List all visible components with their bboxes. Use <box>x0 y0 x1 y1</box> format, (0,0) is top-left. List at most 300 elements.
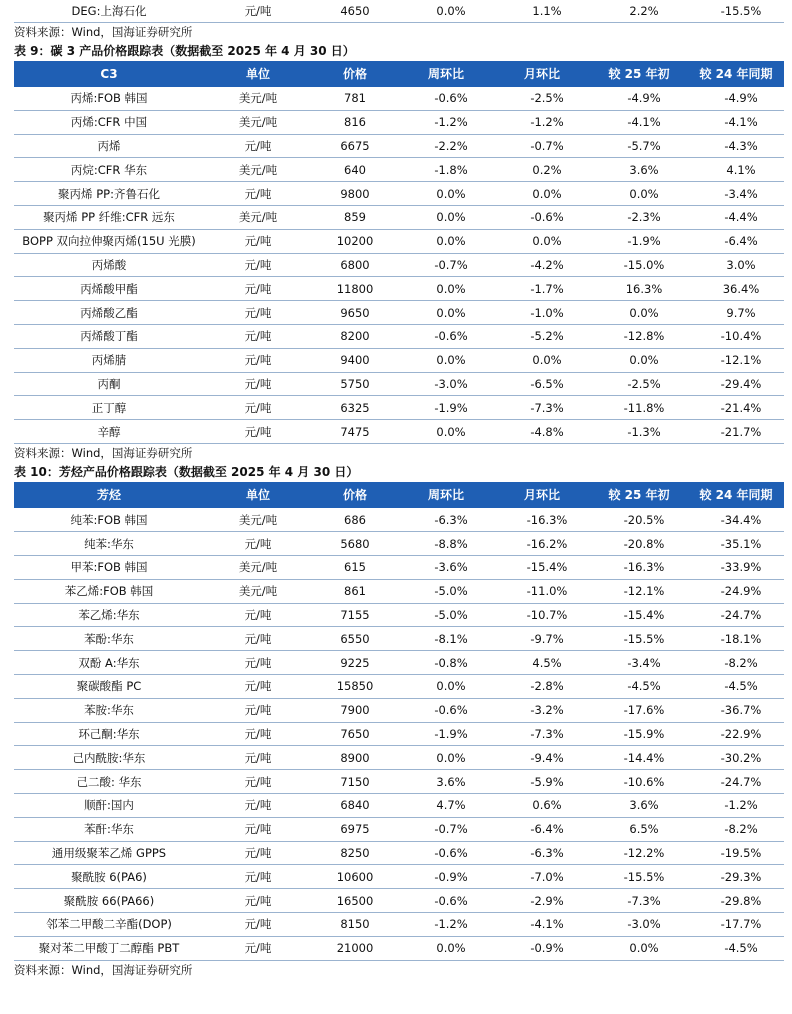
wow-change-cell: 0.0% <box>398 675 494 699</box>
yoy-change-cell: -33.9% <box>688 556 784 580</box>
yoy-change-cell: -19.5% <box>688 841 784 865</box>
wow-change-cell: -3.0% <box>398 372 494 396</box>
table-row <box>14 936 784 960</box>
wow-change-cell: 0.0% <box>398 0 494 22</box>
price-cell: 21000 <box>312 936 398 960</box>
unit-cell: 元/吨 <box>204 301 312 325</box>
wow-change-cell: -0.8% <box>398 651 494 675</box>
ytd-change-cell: -14.4% <box>590 746 688 770</box>
wow-change-cell: -8.1% <box>398 627 494 651</box>
unit-cell: 元/吨 <box>204 420 312 444</box>
price-cell: 10600 <box>312 865 398 889</box>
yoy-change-cell: -29.8% <box>688 889 784 913</box>
unit-cell: 元/吨 <box>204 936 312 960</box>
mom-change-cell: -10.7% <box>494 603 590 627</box>
mom-change-cell: -5.2% <box>494 324 590 348</box>
price-cell: 5750 <box>312 372 398 396</box>
column-header: 较 24 年同期 <box>688 61 784 87</box>
product-name-cell: 聚酰胺 6(PA6) <box>14 865 204 889</box>
table-row <box>14 134 784 158</box>
unit-cell: 元/吨 <box>204 182 312 206</box>
unit-cell: 元/吨 <box>204 722 312 746</box>
unit-cell: 元/吨 <box>204 675 312 699</box>
price-cell: 7650 <box>312 722 398 746</box>
product-name-cell: 环己酮:华东 <box>14 722 204 746</box>
mom-change-cell: -1.7% <box>494 277 590 301</box>
product-name-cell: 苯胺:华东 <box>14 698 204 722</box>
table-9-title: 表 9：碳 3 产品价格跟踪表（数据截至 2025 年 4 月 30 日） <box>14 43 355 58</box>
source-note: 资料来源：Wind，国海证券研究所 <box>14 24 193 39</box>
price-cell: 7155 <box>312 603 398 627</box>
price-cell: 9650 <box>312 301 398 325</box>
price-cell: 10200 <box>312 229 398 253</box>
product-name-cell: 甲苯:FOB 韩国 <box>14 556 204 580</box>
product-name-cell: 苯酐:华东 <box>14 817 204 841</box>
wow-change-cell: -0.6% <box>398 889 494 913</box>
wow-change-cell: 0.0% <box>398 301 494 325</box>
product-name-cell: 聚酰胺 66(PA66) <box>14 889 204 913</box>
product-name-cell: 聚丙烯 PP 纤维:CFR 远东 <box>14 205 204 229</box>
ytd-change-cell: -10.6% <box>590 770 688 794</box>
table-row <box>14 158 784 182</box>
yoy-change-cell: -29.3% <box>688 865 784 889</box>
table-row <box>14 396 784 420</box>
product-name-cell: 丙烯酸乙酯 <box>14 301 204 325</box>
table-header-row <box>14 61 784 87</box>
price-cell: 6550 <box>312 627 398 651</box>
wow-change-cell: -3.6% <box>398 556 494 580</box>
column-header: 价格 <box>312 482 398 508</box>
wow-change-cell: 3.6% <box>398 770 494 794</box>
table-row <box>14 372 784 396</box>
wow-change-cell: -0.6% <box>398 841 494 865</box>
table-row <box>14 110 784 134</box>
yoy-change-cell: -21.4% <box>688 396 784 420</box>
price-cell: 6840 <box>312 794 398 818</box>
table-row <box>14 794 784 818</box>
mom-change-cell: 0.2% <box>494 158 590 182</box>
mom-change-cell: 0.6% <box>494 794 590 818</box>
unit-cell: 元/吨 <box>204 324 312 348</box>
mom-change-cell: -15.4% <box>494 556 590 580</box>
ytd-change-cell: -20.8% <box>590 532 688 556</box>
column-header: 月环比 <box>494 61 590 87</box>
table-10-title: 表 10：芳烃产品价格跟踪表（数据截至 2025 年 4 月 30 日） <box>14 464 359 479</box>
table-row <box>14 722 784 746</box>
yoy-change-cell: -3.4% <box>688 182 784 206</box>
price-cell: 7475 <box>312 420 398 444</box>
product-name-cell: 己二酸: 华东 <box>14 770 204 794</box>
ytd-change-cell: 2.2% <box>590 0 688 22</box>
unit-cell: 元/吨 <box>204 794 312 818</box>
column-header: 芳烃 <box>14 482 204 508</box>
unit-cell: 元/吨 <box>204 277 312 301</box>
ytd-change-cell: -7.3% <box>590 889 688 913</box>
table-row <box>14 651 784 675</box>
table-header-row <box>14 482 784 508</box>
mom-change-cell: -1.0% <box>494 301 590 325</box>
yoy-change-cell: -1.2% <box>688 794 784 818</box>
mom-change-cell: 0.0% <box>494 348 590 372</box>
mom-change-cell: -0.6% <box>494 205 590 229</box>
yoy-change-cell: -8.2% <box>688 817 784 841</box>
product-name-cell: 丙烯:CFR 中国 <box>14 110 204 134</box>
unit-cell: 元/吨 <box>204 770 312 794</box>
table-row <box>14 913 784 937</box>
product-name-cell: 聚碳酸酯 PC <box>14 675 204 699</box>
column-header: 较 25 年初 <box>590 482 688 508</box>
ytd-change-cell: -1.9% <box>590 229 688 253</box>
mom-change-cell: -16.3% <box>494 508 590 532</box>
unit-cell: 元/吨 <box>204 627 312 651</box>
yoy-change-cell: -36.7% <box>688 698 784 722</box>
yoy-change-cell: -4.3% <box>688 134 784 158</box>
source-note: 资料来源：Wind，国海证券研究所 <box>14 962 193 977</box>
column-header: 单位 <box>204 61 312 87</box>
price-cell: 8200 <box>312 324 398 348</box>
table-row <box>14 87 784 111</box>
product-name-cell: 己内酰胺:华东 <box>14 746 204 770</box>
mom-change-cell: -7.0% <box>494 865 590 889</box>
wow-change-cell: -0.7% <box>398 253 494 277</box>
price-cell: 9400 <box>312 348 398 372</box>
ytd-change-cell: 0.0% <box>590 936 688 960</box>
price-cell: 11800 <box>312 277 398 301</box>
price-cell: 4650 <box>312 0 398 22</box>
unit-cell: 美元/吨 <box>204 87 312 111</box>
product-name-cell: 双酚 A:华东 <box>14 651 204 675</box>
unit-cell: 元/吨 <box>204 253 312 277</box>
yoy-change-cell: -24.9% <box>688 579 784 603</box>
table-row <box>14 603 784 627</box>
yoy-change-cell: -4.4% <box>688 205 784 229</box>
table-row <box>14 205 784 229</box>
ytd-change-cell: -3.4% <box>590 651 688 675</box>
table-row <box>14 182 784 206</box>
unit-cell: 美元/吨 <box>204 579 312 603</box>
table-row <box>14 0 784 22</box>
product-name-cell: 苯乙烯:华东 <box>14 603 204 627</box>
unit-cell: 元/吨 <box>204 746 312 770</box>
mom-change-cell: -6.5% <box>494 372 590 396</box>
wow-change-cell: -1.9% <box>398 722 494 746</box>
wow-change-cell: -1.2% <box>398 913 494 937</box>
ytd-change-cell: 3.6% <box>590 794 688 818</box>
mom-change-cell: -3.2% <box>494 698 590 722</box>
mom-change-cell: -9.4% <box>494 746 590 770</box>
wow-change-cell: -8.8% <box>398 532 494 556</box>
price-cell: 8150 <box>312 913 398 937</box>
unit-cell: 美元/吨 <box>204 205 312 229</box>
mom-change-cell: 4.5% <box>494 651 590 675</box>
yoy-change-cell: -6.4% <box>688 229 784 253</box>
ytd-change-cell: -12.2% <box>590 841 688 865</box>
column-header: 单位 <box>204 482 312 508</box>
yoy-change-cell: -17.7% <box>688 913 784 937</box>
product-name-cell: 顺酐:国内 <box>14 794 204 818</box>
price-cell: 640 <box>312 158 398 182</box>
price-cell: 781 <box>312 87 398 111</box>
unit-cell: 元/吨 <box>204 134 312 158</box>
ytd-change-cell: 0.0% <box>590 348 688 372</box>
ytd-change-cell: -2.5% <box>590 372 688 396</box>
ytd-change-cell: -12.8% <box>590 324 688 348</box>
table-row <box>14 627 784 651</box>
product-name-cell: 纯苯:华东 <box>14 532 204 556</box>
ytd-change-cell: -16.3% <box>590 556 688 580</box>
unit-cell: 元/吨 <box>204 372 312 396</box>
ytd-change-cell: 16.3% <box>590 277 688 301</box>
product-name-cell: 纯苯:FOB 韩国 <box>14 508 204 532</box>
ytd-change-cell: -1.3% <box>590 420 688 444</box>
price-cell: 6800 <box>312 253 398 277</box>
table-row <box>14 556 784 580</box>
ytd-change-cell: 3.6% <box>590 158 688 182</box>
product-name-cell: 丙烯:FOB 韩国 <box>14 87 204 111</box>
ytd-change-cell: -15.5% <box>590 865 688 889</box>
table-row <box>14 889 784 913</box>
price-cell: 7150 <box>312 770 398 794</box>
wow-change-cell: 4.7% <box>398 794 494 818</box>
table-row <box>14 770 784 794</box>
table-row <box>14 277 784 301</box>
yoy-change-cell: -24.7% <box>688 603 784 627</box>
price-cell: 15850 <box>312 675 398 699</box>
table-10 <box>14 482 784 961</box>
product-name-cell: 丙烯 <box>14 134 204 158</box>
mom-change-cell: -6.3% <box>494 841 590 865</box>
ytd-change-cell: -5.7% <box>590 134 688 158</box>
wow-change-cell: -2.2% <box>398 134 494 158</box>
wow-change-cell: 0.0% <box>398 348 494 372</box>
ytd-change-cell: -15.5% <box>590 627 688 651</box>
mom-change-cell: -2.9% <box>494 889 590 913</box>
unit-cell: 元/吨 <box>204 698 312 722</box>
ytd-change-cell: -2.3% <box>590 205 688 229</box>
yoy-change-cell: -4.1% <box>688 110 784 134</box>
mom-change-cell: -4.8% <box>494 420 590 444</box>
column-header: 月环比 <box>494 482 590 508</box>
yoy-change-cell: -29.4% <box>688 372 784 396</box>
table-row <box>14 324 784 348</box>
column-header: 周环比 <box>398 482 494 508</box>
product-name-cell: 丙烷:CFR 华东 <box>14 158 204 182</box>
wow-change-cell: 0.0% <box>398 229 494 253</box>
mom-change-cell: -5.9% <box>494 770 590 794</box>
ytd-change-cell: -15.9% <box>590 722 688 746</box>
wow-change-cell: -1.8% <box>398 158 494 182</box>
table-row <box>14 579 784 603</box>
yoy-change-cell: -15.5% <box>688 0 784 22</box>
wow-change-cell: 0.0% <box>398 746 494 770</box>
yoy-change-cell: -22.9% <box>688 722 784 746</box>
mom-change-cell: -16.2% <box>494 532 590 556</box>
yoy-change-cell: -4.5% <box>688 675 784 699</box>
yoy-change-cell: -18.1% <box>688 627 784 651</box>
price-cell: 861 <box>312 579 398 603</box>
yoy-change-cell: 9.7% <box>688 301 784 325</box>
prior-table-tail <box>14 0 784 23</box>
mom-change-cell: -0.7% <box>494 134 590 158</box>
mom-change-cell: 1.1% <box>494 0 590 22</box>
table-row <box>14 817 784 841</box>
table-row <box>14 675 784 699</box>
wow-change-cell: -0.9% <box>398 865 494 889</box>
wow-change-cell: -6.3% <box>398 508 494 532</box>
table-row <box>14 301 784 325</box>
unit-cell: 元/吨 <box>204 841 312 865</box>
wow-change-cell: -0.6% <box>398 324 494 348</box>
table-row <box>14 841 784 865</box>
mom-change-cell: -4.2% <box>494 253 590 277</box>
wow-change-cell: -0.6% <box>398 698 494 722</box>
column-header: 价格 <box>312 61 398 87</box>
yoy-change-cell: -34.4% <box>688 508 784 532</box>
product-name-cell: 正丁醇 <box>14 396 204 420</box>
wow-change-cell: -5.0% <box>398 579 494 603</box>
unit-cell: 美元/吨 <box>204 158 312 182</box>
mom-change-cell: -7.3% <box>494 722 590 746</box>
ytd-change-cell: -17.6% <box>590 698 688 722</box>
mom-change-cell: -2.5% <box>494 87 590 111</box>
yoy-change-cell: -4.9% <box>688 87 784 111</box>
unit-cell: 元/吨 <box>204 603 312 627</box>
yoy-change-cell: 4.1% <box>688 158 784 182</box>
price-cell: 16500 <box>312 889 398 913</box>
yoy-change-cell: -24.7% <box>688 770 784 794</box>
mom-change-cell: -6.4% <box>494 817 590 841</box>
price-cell: 615 <box>312 556 398 580</box>
product-name-cell: 丙酮 <box>14 372 204 396</box>
product-name-cell: 丙烯腈 <box>14 348 204 372</box>
table-9 <box>14 61 784 444</box>
product-name-cell: 邻苯二甲酸二辛酯(DOP) <box>14 913 204 937</box>
mom-change-cell: 0.0% <box>494 182 590 206</box>
unit-cell: 元/吨 <box>204 865 312 889</box>
table-row <box>14 253 784 277</box>
product-name-cell: 聚对苯二甲酸丁二醇酯 PBT <box>14 936 204 960</box>
ytd-change-cell: -4.1% <box>590 110 688 134</box>
wow-change-cell: 0.0% <box>398 277 494 301</box>
unit-cell: 元/吨 <box>204 229 312 253</box>
yoy-change-cell: -10.4% <box>688 324 784 348</box>
unit-cell: 美元/吨 <box>204 508 312 532</box>
unit-cell: 元/吨 <box>204 532 312 556</box>
product-name-cell: DEG:上海石化 <box>14 0 204 22</box>
yoy-change-cell: -8.2% <box>688 651 784 675</box>
unit-cell: 元/吨 <box>204 348 312 372</box>
product-name-cell: 通用级聚苯乙烯 GPPS <box>14 841 204 865</box>
ytd-change-cell: -15.0% <box>590 253 688 277</box>
ytd-change-cell: -15.4% <box>590 603 688 627</box>
mom-change-cell: -2.8% <box>494 675 590 699</box>
price-cell: 6675 <box>312 134 398 158</box>
table-row <box>14 348 784 372</box>
table-row <box>14 420 784 444</box>
mom-change-cell: 0.0% <box>494 229 590 253</box>
unit-cell: 美元/吨 <box>204 556 312 580</box>
wow-change-cell: -1.2% <box>398 110 494 134</box>
price-cell: 6325 <box>312 396 398 420</box>
yoy-change-cell: -35.1% <box>688 532 784 556</box>
price-cell: 7900 <box>312 698 398 722</box>
price-cell: 859 <box>312 205 398 229</box>
wow-change-cell: -1.9% <box>398 396 494 420</box>
mom-change-cell: -4.1% <box>494 913 590 937</box>
yoy-change-cell: -30.2% <box>688 746 784 770</box>
yoy-change-cell: -21.7% <box>688 420 784 444</box>
unit-cell: 元/吨 <box>204 889 312 913</box>
yoy-change-cell: 3.0% <box>688 253 784 277</box>
wow-change-cell: 0.0% <box>398 936 494 960</box>
wow-change-cell: 0.0% <box>398 182 494 206</box>
price-cell: 9225 <box>312 651 398 675</box>
product-name-cell: 丙烯酸甲酯 <box>14 277 204 301</box>
wow-change-cell: -0.7% <box>398 817 494 841</box>
mom-change-cell: -0.9% <box>494 936 590 960</box>
column-header: 较 24 年同期 <box>688 482 784 508</box>
product-name-cell: 辛醇 <box>14 420 204 444</box>
mom-change-cell: -7.3% <box>494 396 590 420</box>
table-row <box>14 698 784 722</box>
table-row <box>14 746 784 770</box>
wow-change-cell: -5.0% <box>398 603 494 627</box>
wow-change-cell: -0.6% <box>398 87 494 111</box>
table-row <box>14 532 784 556</box>
wow-change-cell: 0.0% <box>398 420 494 444</box>
unit-cell: 元/吨 <box>204 396 312 420</box>
ytd-change-cell: -20.5% <box>590 508 688 532</box>
source-note: 资料来源：Wind，国海证券研究所 <box>14 445 193 460</box>
price-cell: 8250 <box>312 841 398 865</box>
ytd-change-cell: -4.5% <box>590 675 688 699</box>
price-cell: 6975 <box>312 817 398 841</box>
unit-cell: 美元/吨 <box>204 110 312 134</box>
ytd-change-cell: 0.0% <box>590 182 688 206</box>
ytd-change-cell: 6.5% <box>590 817 688 841</box>
product-name-cell: 丙烯酸丁酯 <box>14 324 204 348</box>
ytd-change-cell: -11.8% <box>590 396 688 420</box>
price-cell: 5680 <box>312 532 398 556</box>
wow-change-cell: 0.0% <box>398 205 494 229</box>
product-name-cell: 苯酚:华东 <box>14 627 204 651</box>
yoy-change-cell: -4.5% <box>688 936 784 960</box>
mom-change-cell: -1.2% <box>494 110 590 134</box>
price-cell: 8900 <box>312 746 398 770</box>
product-name-cell: 聚丙烯 PP:齐鲁石化 <box>14 182 204 206</box>
ytd-change-cell: 0.0% <box>590 301 688 325</box>
column-header: 周环比 <box>398 61 494 87</box>
unit-cell: 元/吨 <box>204 0 312 22</box>
yoy-change-cell: 36.4% <box>688 277 784 301</box>
unit-cell: 元/吨 <box>204 817 312 841</box>
ytd-change-cell: -3.0% <box>590 913 688 937</box>
product-name-cell: BOPP 双向拉伸聚丙烯(15U 光膜) <box>14 229 204 253</box>
price-cell: 816 <box>312 110 398 134</box>
column-header: 较 25 年初 <box>590 61 688 87</box>
mom-change-cell: -11.0% <box>494 579 590 603</box>
column-header: C3 <box>14 61 204 87</box>
table-row <box>14 229 784 253</box>
table-row <box>14 865 784 889</box>
price-cell: 686 <box>312 508 398 532</box>
yoy-change-cell: -12.1% <box>688 348 784 372</box>
ytd-change-cell: -4.9% <box>590 87 688 111</box>
mom-change-cell: -9.7% <box>494 627 590 651</box>
product-name-cell: 苯乙烯:FOB 韩国 <box>14 579 204 603</box>
table-row <box>14 508 784 532</box>
unit-cell: 元/吨 <box>204 651 312 675</box>
